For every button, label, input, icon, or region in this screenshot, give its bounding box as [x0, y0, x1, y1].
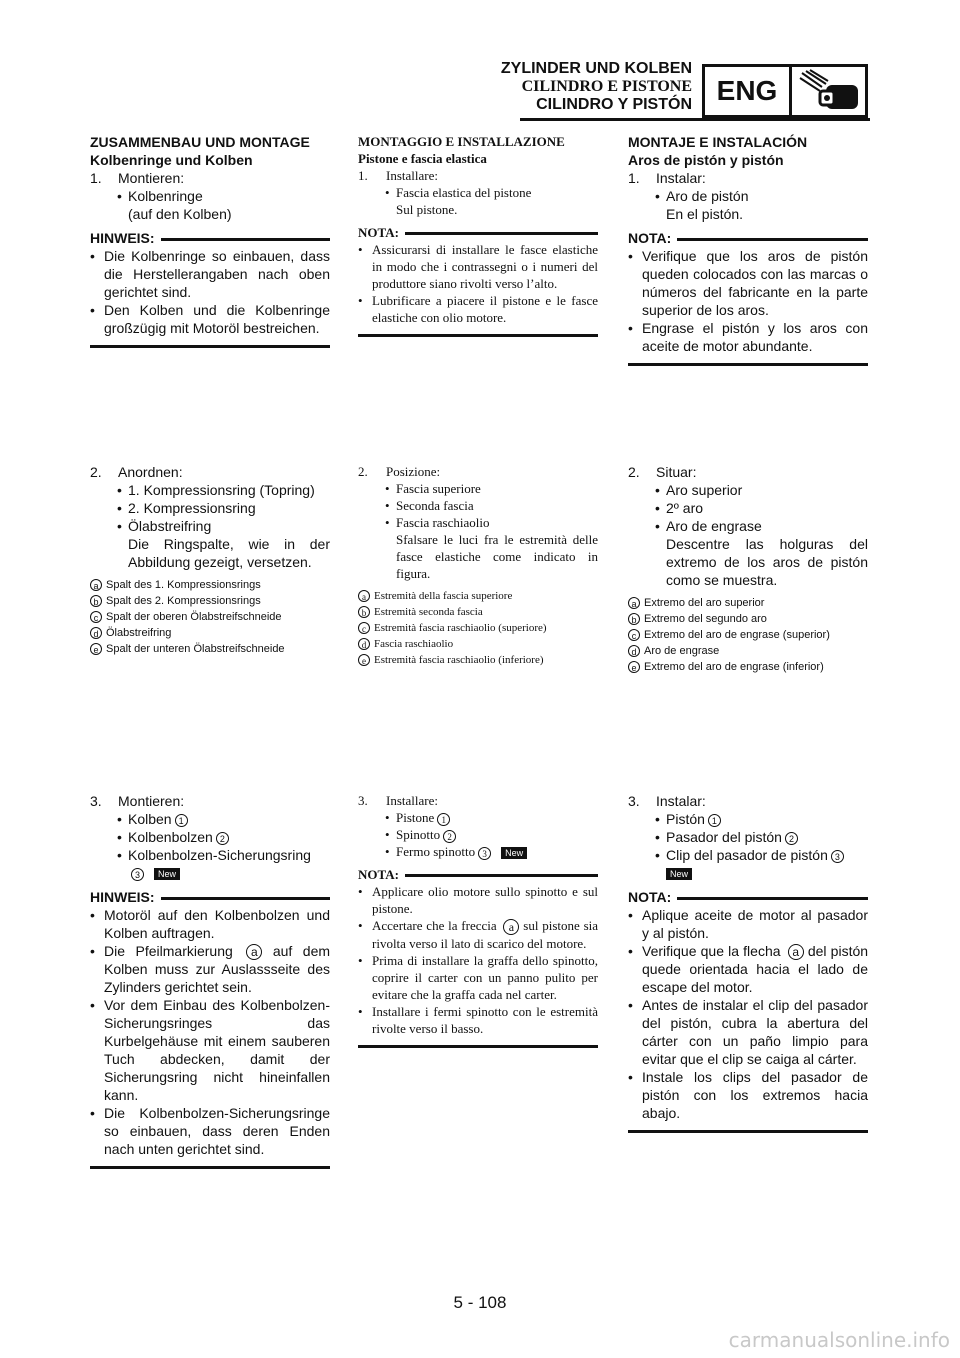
it-step-3: 3. Installare:: [358, 793, 438, 808]
it-note-1-item: • Lubrificare a piacere il pistone e le fasce elastiche con olio motore.: [358, 292, 598, 326]
es-note-2-item: • Verifique que la flecha a del pistón quede orientada hacia el lado de escape del motor.: [628, 942, 868, 996]
es-step-3-bullet: • Clip del pasador de pistón 3: [628, 846, 868, 864]
de-step-1-cont: (auf den Kolben): [128, 206, 232, 222]
eng-label: ENG: [705, 67, 792, 115]
de-block-2: [90, 463, 330, 657]
it-step-3-bullet: • Fermo spinotto 3 New: [358, 843, 598, 860]
it-step-3-bullet: • Pistone 1: [358, 809, 598, 826]
es-subsection-title: Aros de pistón y pistón: [628, 152, 784, 168]
es-block-3: [628, 792, 868, 1133]
de-subsection-title: Kolbenringe und Kolben: [90, 152, 253, 168]
es-step-3-cont: [628, 864, 868, 882]
it-caption: c Estremità fascia raschiaolio (superiore): [358, 620, 598, 636]
de-note-2-item: • Die Kolbenbolzen-Sicherungsringe so einbauen, dass deren Enden nach unten gerichtet sind.: [90, 1104, 330, 1158]
it-note-2-item: • Accertare che la freccia a sul pistone sia rivolta verso il lato di scarico del motore.: [358, 917, 598, 952]
page-header-titles: [501, 60, 692, 114]
it-block-3: [358, 792, 598, 1048]
de-step-3-cont: 3 New: [90, 864, 330, 882]
it-caption: a Estremità della fascia superiore: [358, 588, 598, 604]
it-note-1-item: • Assicurarsi di installare le fasce elastiche in modo che i contrassegni o i numeri del produttore siano rivolti verso l’alto.: [358, 241, 598, 292]
header-title-it: CILINDRO E PISTONE: [521, 78, 692, 95]
section-badge: [702, 64, 868, 118]
it-step-1-cont: Sul pistone.: [396, 202, 458, 217]
es-step-3: 3. Instalar:: [628, 793, 706, 809]
de-note-2-head: HINWEIS:: [90, 888, 330, 906]
es-note-1-end: [628, 363, 868, 366]
de-section-title: ZUSAMMENBAU UND MONTAGE: [90, 134, 310, 150]
es-note-1-item: • Engrase el pistón y los aros con aceite de motor abundante.: [628, 319, 868, 355]
cylinder-piston-icon: [792, 67, 865, 115]
de-note-2-item: • Motoröl auf den Kolbenbolzen und Kolben auftragen.: [90, 906, 330, 942]
it-note-1-head: NOTA:: [358, 224, 598, 241]
it-note-1-end: [358, 334, 598, 337]
it-note-2-item: • Applicare olio motore sullo spinotto e sul pistone.: [358, 883, 598, 917]
it-caption: d Fascia raschiaolio: [358, 636, 598, 652]
de-step-1-bullet: • Kolbenringe: [90, 187, 330, 205]
de-caption: c Spalt der oberen Ölabstreifschneide: [90, 609, 330, 625]
es-caption: c Extremo del aro de engrase (superior): [628, 627, 868, 643]
de-step-2-bullet: • 1. Kompressionsring (Topring): [90, 481, 330, 499]
it-step-2-cont: Sfalsare le luci fra le estremità delle fasce elastiche come indicato in figura.: [396, 532, 598, 581]
es-step-2: 2. Situar:: [628, 464, 697, 480]
it-step-3-bullet: • Spinotto 2: [358, 826, 598, 843]
es-step-2-bullet: • 2º aro: [628, 499, 868, 517]
es-step-2-bullet: • Aro de engrase: [628, 517, 868, 535]
es-block-2: [628, 463, 868, 675]
header-title-es: CILINDRO Y PISTÓN: [536, 96, 692, 113]
it-step-2-bullet: • Seconda fascia: [358, 497, 598, 514]
de-caption: a Spalt des 1. Kompressionsrings: [90, 577, 330, 593]
de-note-1-item: • Die Kolbenringe so einbauen, dass die Herstellerangaben nach oben gerichtet sind.: [90, 247, 330, 301]
de-caption: b Spalt des 2. Kompressionsrings: [90, 593, 330, 609]
header-title-de: ZYLINDER UND KOLBEN: [500, 60, 692, 77]
de-step-2-bullet: • 2. Kompressionsring: [90, 499, 330, 517]
new-badge: New: [154, 868, 180, 880]
de-note-2-end: [90, 1166, 330, 1169]
header-rule: [520, 118, 870, 121]
de-step-3-bullet: • Kolben 1: [90, 810, 330, 828]
es-note-2-item: • Aplique aceite de motor al pasador y al pistón.: [628, 906, 868, 942]
es-note-2-item: • Antes de instalar el clip del pasador del pistón, cubra la abertura del cárter con un paño limpio para evitar que el clip se caiga al cárter.: [628, 996, 868, 1068]
de-step-3-bullet: • Kolbenbolzen 2: [90, 828, 330, 846]
it-section-title: MONTAGGIO E INSTALLAZIONE: [358, 134, 565, 149]
de-step-1: 1. Montieren:: [90, 170, 185, 186]
de-caption: e Spalt der unteren Ölabstreifschneide: [90, 641, 330, 657]
it-step-2-bullet: • Fascia superiore: [358, 480, 598, 497]
it-note-2-end: [358, 1045, 598, 1048]
it-block-1: [358, 133, 598, 337]
it-caption: e Estremità fascia raschiaolio (inferiore): [358, 652, 598, 668]
es-block-1: [628, 133, 868, 366]
es-note-2-item: • Instale los clips del pasador de pistón con los extremos hacia abajo.: [628, 1068, 868, 1122]
it-step-2-bullet: • Fascia raschiaolio: [358, 514, 598, 531]
es-caption: b Extremo del segundo aro: [628, 611, 868, 627]
es-note-1-item: • Verifique que los aros de pistón queden colocados con las marcas o números del fabricante en la parte superior de los aros.: [628, 247, 868, 319]
es-note-2-end: [628, 1130, 868, 1133]
es-section-title: MONTAJE E INSTALACIÓN: [628, 134, 808, 150]
es-step-3-bullet: • Pasador del pistón 2: [628, 828, 868, 846]
es-step-1-bullet: • Aro de pistón: [628, 187, 868, 205]
it-note-2-head: NOTA:: [358, 866, 598, 883]
de-caption: d Ölabstreifring: [90, 625, 330, 641]
de-note-1-head: HINWEIS:: [90, 229, 330, 247]
it-step-2: 2. Posizione:: [358, 464, 441, 479]
es-step-1: 1. Instalar:: [628, 170, 706, 186]
de-step-3-bullet: • Kolbenbolzen-Sicherungsring: [90, 846, 330, 864]
es-note-1-head: NOTA:: [628, 229, 868, 247]
new-badge: New: [501, 847, 527, 859]
de-block-3: [90, 792, 330, 1169]
watermark: carmanualsonline.info: [728, 1328, 950, 1352]
it-caption: b Estremità seconda fascia: [358, 604, 598, 620]
it-step-1-bullet: • Fascia elastica del pistone: [358, 184, 598, 201]
de-step-2-bullet: • Ölabstreifring: [90, 517, 330, 535]
de-note-2-item: • Vor dem Einbau des Kolbenbolzen-Sicherungsringes das Kurbelgehäuse mit einem sauberen Tuch abdecken, damit der Sicherungsring nicht hineinfallen kann.: [90, 996, 330, 1104]
it-note-2-item: • Installare i fermi spinotto con le estremità rivolte verso il basso.: [358, 1003, 598, 1037]
new-badge: New: [666, 868, 692, 880]
es-note-2-head: NOTA:: [628, 888, 868, 906]
es-step-2-cont: Descentre las holguras del extremo de los aros de pistón como se muestra.: [666, 536, 868, 588]
de-note-1-end: [90, 345, 330, 348]
de-note-1-item: • Den Kolben und die Kolbenringe großzügig mit Motoröl bestreichen.: [90, 301, 330, 337]
de-step-2: 2. Anordnen:: [90, 464, 183, 480]
es-step-1-cont: En el pistón.: [666, 206, 744, 222]
it-step-1: 1. Installare:: [358, 168, 438, 183]
de-step-2-cont: Die Ringspalte, wie in der Abbildung gezeigt, versetzen.: [128, 536, 330, 570]
it-subsection-title: Pistone e fascia elastica: [358, 151, 487, 166]
es-step-2-bullet: • Aro superior: [628, 481, 868, 499]
es-caption: a Extremo del aro superior: [628, 595, 868, 611]
de-block-1: [90, 133, 330, 348]
it-block-2: [358, 463, 598, 668]
es-step-3-bullet: • Pistón 1: [628, 810, 868, 828]
de-note-2-item: • Die Pfeilmarkierung a auf dem Kolben muss zur Auslassseite des Zylinders gerichtet sein.: [90, 942, 330, 996]
it-note-2-item: • Prima di installare la graffa dello spinotto, coprire il carter con un panno pulito per evitare che la graffa cada nel carter.: [358, 952, 598, 1003]
es-caption: e Extremo del aro de engrase (inferior): [628, 659, 868, 675]
page-number: 5 - 108: [453, 1293, 507, 1312]
es-caption: d Aro de engrase: [628, 643, 868, 659]
de-step-3: 3. Montieren:: [90, 793, 185, 809]
